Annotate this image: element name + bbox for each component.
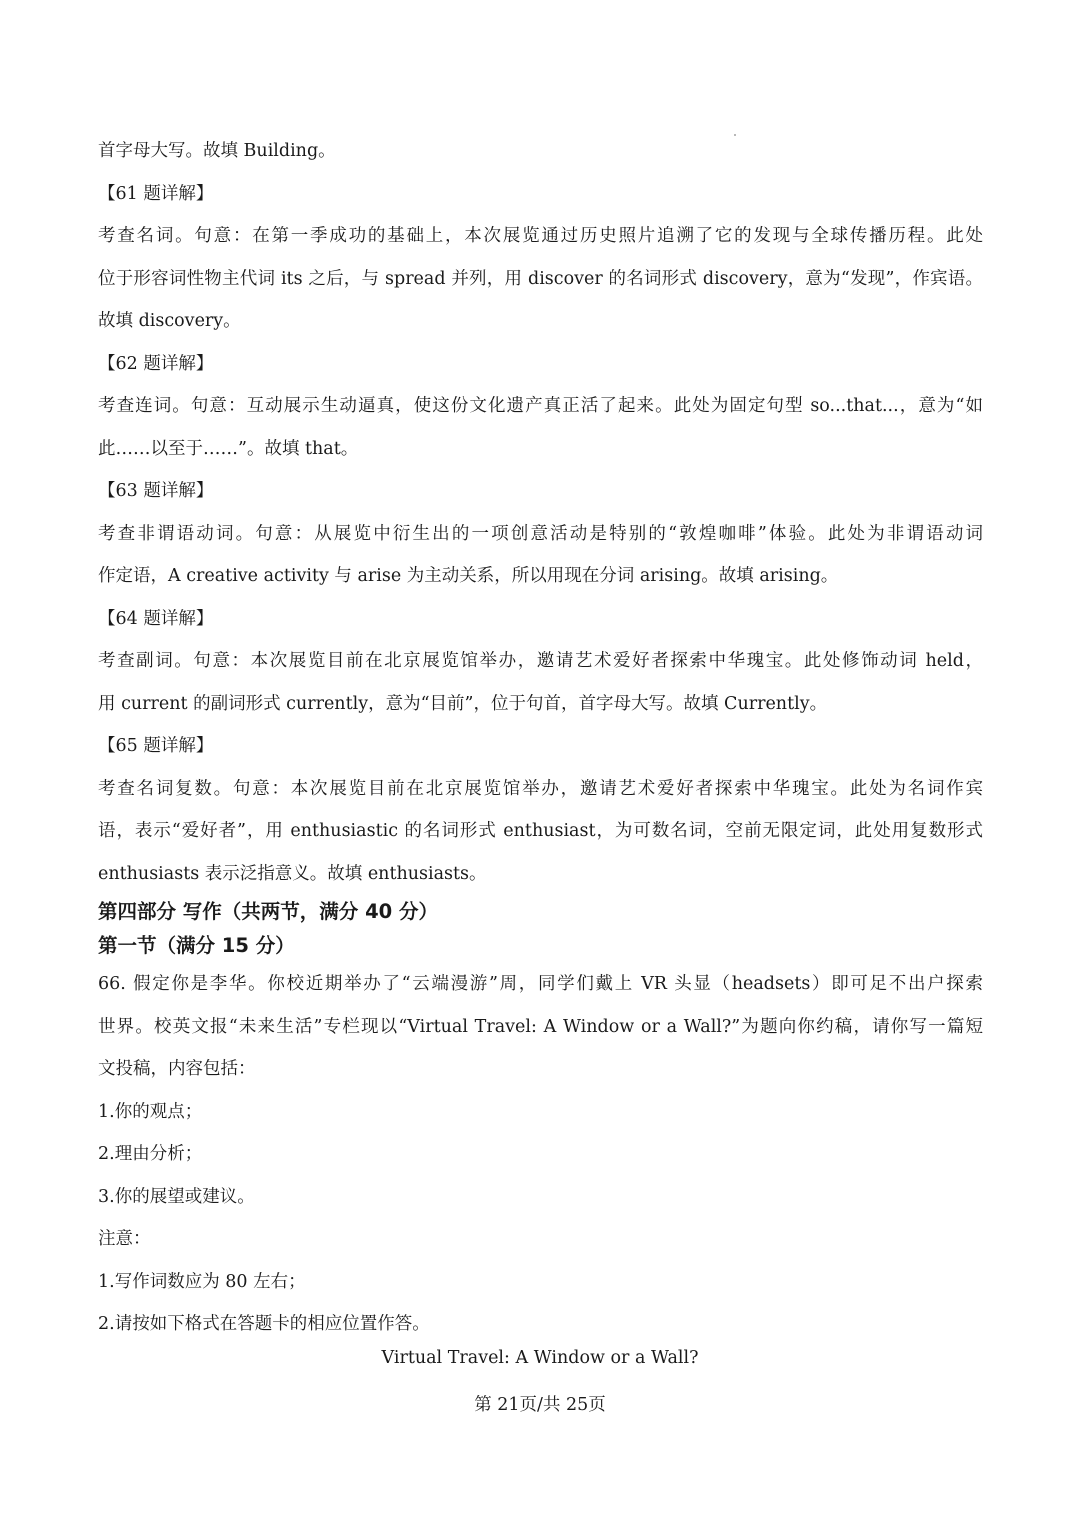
question-explanation-heading: 【62 题详解】 xyxy=(98,353,214,374)
text-line: 考查连词。句意：互动展示生动逼真，使这份文化遗产真正活了起来。此处为固定句型 so...that...，意为“如 xyxy=(98,396,983,416)
question-explanation-heading: 【61 题详解】 xyxy=(98,183,214,204)
section-heading: 第一节（满分 15 分） xyxy=(98,934,295,957)
text-line: 考查副词。句意：本次展览目前在北京展览馆举办，邀请艺术爱好者探索中华瑰宝。此处修饰动词 held， xyxy=(98,651,983,671)
text-line: 语，表示“爱好者”，用 enthusiastic 的名词形式 enthusiast，为可数名词，空前无限定词，此处用复数形式 xyxy=(98,821,983,841)
text-line: 1.写作词数应为 80 左右； xyxy=(98,1271,306,1292)
text-line: 世界。校英文报“未来生活”专栏现以“Virtual Travel: A Window or a Wall?”为题向你约稿，请你写一篇短 xyxy=(98,1016,983,1037)
text-line: 2.请按如下格式在答题卡的相应位置作答。 xyxy=(98,1314,430,1334)
document-body xyxy=(98,130,983,1346)
text-line: 66. 假定你是李华。你校近期举办了“云端漫游”周，同学们戴上 VR 头显（headsets）即可足不出户探索 xyxy=(98,974,983,994)
text-line: 3.你的展望或建议。 xyxy=(98,1186,255,1207)
question-explanation-heading: 【63 题详解】 xyxy=(98,481,214,501)
text-line: 考查非谓语动词。句意：从展览中衍生出的一项创意活动是特别的“敦煌咖啡”体验。此处为非谓语动词 xyxy=(98,523,983,544)
text-line: 考查名词复数。句意：本次展览目前在北京展览馆举办，邀请艺术爱好者探索中华瑰宝。此处为名词作宾 xyxy=(98,778,983,799)
text-line: 此……以至于……”。故填 that。 xyxy=(98,438,359,459)
page-number: 第 21页/共 25页 xyxy=(474,1395,606,1415)
text-line: 考查名词。句意：在第一季成功的基础上，本次展览通过历史照片追溯了它的发现与全球传播历程。此处 xyxy=(98,226,983,246)
text-line: 1.你的观点； xyxy=(98,1101,203,1122)
text-line: 故填 discovery。 xyxy=(98,311,241,331)
text-line: 注意： xyxy=(98,1229,151,1249)
text-line: 首字母大写。故填 Building。 xyxy=(98,141,336,161)
text-line: enthusiasts 表示泛指意义。故填 enthusiasts。 xyxy=(98,863,487,884)
question-explanation-heading: 【65 题详解】 xyxy=(98,736,214,756)
section-heading: 第四部分 写作（共两节，满分 40 分） xyxy=(98,900,439,923)
essay-title: Virtual Travel: A Window or a Wall? xyxy=(381,1348,699,1368)
text-line: 文投稿，内容包括： xyxy=(98,1059,256,1079)
question-explanation-heading: 【64 题详解】 xyxy=(98,608,214,629)
text-line: 用 current 的副词形式 currently，意为“目前”，位于句首，首字母大写。故填 Currently。 xyxy=(98,693,828,714)
text-line: 2.理由分析； xyxy=(98,1144,203,1164)
text-line: 作定语，A creative activity 与 arise 为主动关系，所以用现在分词 arising。故填 arising。 xyxy=(98,566,839,586)
text-line: 位于形容词性物主代词 its 之后，与 spread 并列，用 discover 的名词形式 discovery，意为“发现”，作宾语。 xyxy=(98,268,983,289)
